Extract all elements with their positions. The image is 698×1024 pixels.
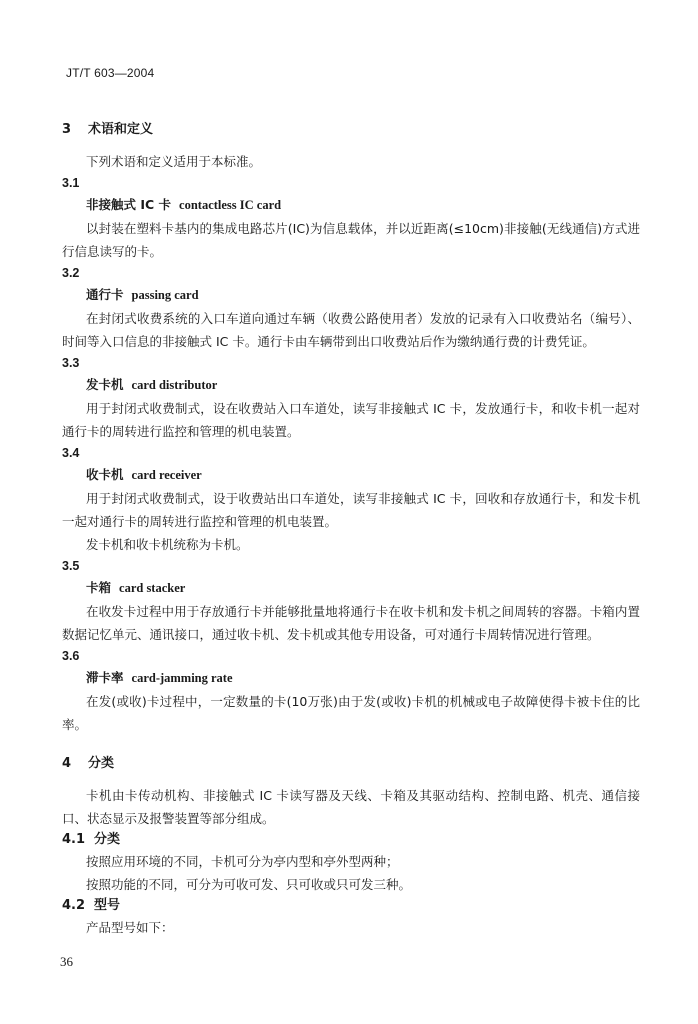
term-number: 3.4 (62, 446, 80, 460)
term-english: card receiver (131, 468, 202, 482)
term-chinese: 卡箱 (86, 580, 112, 595)
document-body (0, 112, 698, 939)
subsection-heading (62, 830, 698, 850)
term-english: card-jamming rate (131, 671, 233, 685)
term-definition: 用于封闭式收费制式，设在收费站入口车道处，读写非接触式 IC 卡，发放通行卡，和收卡机一起对通行卡的周转进行监控和管理的机电装置。 (62, 401, 640, 439)
term-heading (86, 195, 698, 215)
term-definition: 在收发卡过程中用于存放通行卡并能够批量地将通行卡在收卡机和发卡机之间周转的容器。卡箱内置数据记忆单元、通讯接口，通过收卡机、发卡机或其他专用设备，可对通行卡周转情况进行管理。 (62, 604, 640, 642)
subsection-title: 分类 (94, 832, 121, 847)
subsection-number: 4.1 (62, 832, 86, 847)
term-chinese: 通行卡 (86, 287, 124, 302)
term-heading (86, 375, 698, 395)
term-number: 3.5 (62, 559, 80, 573)
term-number: 3.6 (62, 649, 80, 663)
subsection-title: 型号 (94, 898, 121, 913)
term-heading (86, 465, 698, 485)
term-english: card distributor (131, 378, 218, 392)
subsection-heading (62, 896, 698, 916)
term-english: card stacker (119, 581, 186, 595)
term-chinese: 收卡机 (86, 467, 124, 482)
term-number: 3.2 (62, 266, 80, 280)
classification-line: 按照应用环境的不同，卡机可分为亭内型和亭外型两种； (86, 854, 399, 869)
section-4-heading (62, 754, 698, 774)
subsection-number: 4.2 (62, 898, 86, 913)
section-title: 术语和定义 (88, 122, 154, 137)
term-definition: 在发(或收)卡过程中，一定数量的卡(10万张)由于发(或收)卡机的机械或电子故障使得卡被卡住的比率。 (62, 694, 640, 732)
term-english: passing card (131, 288, 199, 302)
term-chinese: 滞卡率 (86, 670, 124, 685)
term-number: 3.1 (62, 176, 80, 190)
term-number: 3.3 (62, 356, 80, 370)
term-definition: 以封装在塑料卡基内的集成电路芯片(IC)为信息载体，并以近距离(≤10cm)非接触(无线通信)方式进行信息读写的卡。 (62, 221, 640, 259)
term-definition: 在封闭式收费系统的入口车道向通过车辆（收费公路使用者）发放的记录有入口收费站名（编号）、时间等入口信息的非接触式 IC 卡。通行卡由车辆带到出口收费站后作为缴纳通行费的计费凭证。 (62, 311, 640, 349)
term-note: 发卡机和收卡机统称为卡机。 (86, 537, 249, 552)
section-number: 4 (62, 756, 72, 771)
page-number: 36 (60, 954, 73, 969)
model-line: 产品型号如下： (86, 920, 174, 935)
term-chinese: 发卡机 (86, 377, 124, 392)
term-heading (86, 285, 698, 305)
section-4-intro: 卡机由卡传动机构、非接触式 IC 卡读写器及天线、卡箱及其驱动结构、控制电路、机壳、通信接口、状态显示及报警装置等部分组成。 (62, 788, 640, 826)
term-heading (86, 578, 698, 598)
classification-line: 按照功能的不同，可分为可收可发、只可收或只可发三种。 (86, 877, 412, 892)
term-heading (86, 668, 698, 688)
standard-number: JT/T 603—2004 (66, 66, 155, 80)
term-english: contactless IC card (179, 198, 282, 212)
section-number: 3 (62, 122, 72, 137)
term-chinese: 非接触式 IC 卡 (86, 197, 172, 212)
section-title: 分类 (88, 756, 115, 771)
term-definition: 用于封闭式收费制式，设于收费站出口车道处，读写非接触式 IC 卡，回收和存放通行卡，和发卡机一起对通行卡的周转进行监控和管理的机电装置。 (62, 491, 640, 529)
section-3-heading (62, 120, 698, 140)
section-3-intro: 下列术语和定义适用于本标准。 (86, 154, 262, 169)
